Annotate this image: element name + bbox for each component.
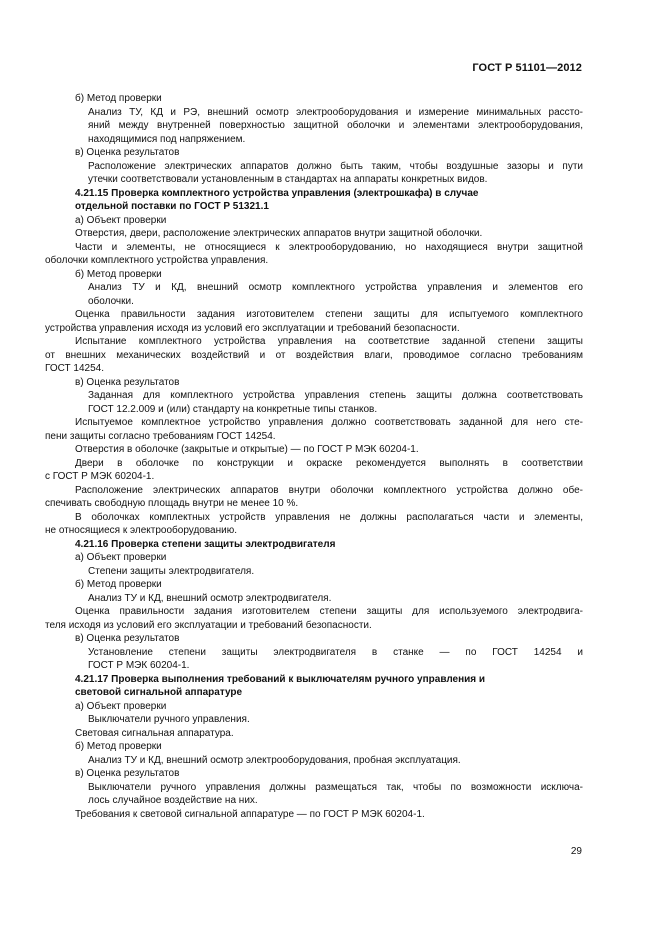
body-text-line: а) Объект проверки <box>75 214 167 226</box>
body-text-line: б) Метод проверки <box>75 268 162 280</box>
body-text-line: теля исходя из условий его эксплуатации и требований безопасности. <box>45 619 372 631</box>
body-text-line: Анализ ТУ и КД, внешний осмотр комплектного устройства управления и элементов его <box>88 282 583 293</box>
body-text-line: Анализ ТУ и КД, внешний осмотр электродвигателя. <box>88 592 332 604</box>
body-text-line: ГОСТ Р МЭК 60204-1. <box>88 660 190 671</box>
body-text-line: Оценка правильности задания изготовителем степени защиты для используемого электродвига- <box>75 606 583 617</box>
body-text-line: оболочки. <box>88 295 134 307</box>
body-text-line: яний между внутренней поверхностью защитной оболочки и элементами электрооборудования, <box>88 120 583 131</box>
body-text-line: в) Оценка результатов <box>75 633 180 644</box>
section-heading-line: отдельной поставки по ГОСТ Р 51321.1 <box>75 201 269 212</box>
body-text-line: б) Метод проверки <box>75 741 162 752</box>
document-header: ГОСТ Р 51101—2012 <box>472 62 582 74</box>
body-text-line: Степени защиты электродвигателя. <box>88 565 255 577</box>
body-text-line: б) Метод проверки <box>75 93 162 104</box>
body-text-line: с ГОСТ Р МЭК 60204-1. <box>45 471 155 482</box>
body-text-line: Выключатели ручного управления должны размещаться так, чтобы по возможности исключа- <box>88 781 583 793</box>
body-text-line: в) Оценка результатов <box>75 376 180 388</box>
page-number: 29 <box>570 846 582 857</box>
body-text-line: не относящиеся к электрооборудованию. <box>45 525 237 536</box>
body-text-line: Части и элементы, не относящиеся к электрооборудованию, но находящиеся внутри защитной <box>75 241 583 253</box>
body-text-line: Световая сигнальная аппаратура. <box>75 727 234 739</box>
body-text-line: Заданная для комплектного устройства управления степень защиты должна соответствовать <box>88 390 583 401</box>
body-text-line: находящимися под напряжением. <box>88 133 246 145</box>
body-text-line: б) Метод проверки <box>75 579 162 590</box>
section-heading-line: 4.21.17 Проверка выполнения требований к выключателям ручного управления и <box>75 673 486 685</box>
body-text-line: Двери в оболочке по конструкции и окраске рекомендуется выполнять в соответствии <box>75 457 583 469</box>
body-text-line: Требования к световой сигнальной аппаратуре — по ГОСТ Р МЭК 60204-1. <box>75 808 425 820</box>
body-text-line: Расположение электрических аппаратов должно быть таким, чтобы воздушные зазоры и пути <box>88 160 583 172</box>
body-text-line: Расположение электрических аппаратов внутри оболочки комплектного устройства должно обе- <box>75 484 583 496</box>
body-text-line: а) Объект проверки <box>75 700 167 712</box>
section-heading-line: световой сигнальной аппаратуре <box>75 687 243 698</box>
body-text-line: Установление степени защиты электродвигателя в станке — по ГОСТ 14254 и <box>88 646 583 658</box>
body-text-line: лось случайное воздействие на них. <box>88 795 258 806</box>
document-body <box>45 92 583 821</box>
body-text-line: Выключатели ручного управления. <box>88 714 250 725</box>
body-text-line: ГОСТ 14254. <box>45 363 104 374</box>
section-heading-line: 4.21.15 Проверка комплектного устройства управления (электрошкафа) в случае <box>75 187 479 199</box>
body-text-line: оболочки комплектного устройства управления. <box>45 255 269 266</box>
body-text-line: Анализ ТУ и КД, внешний осмотр электрооборудования, пробная эксплуатация. <box>88 754 461 766</box>
section-heading-line: 4.21.16 Проверка степени защиты электродвигателя <box>75 538 336 550</box>
body-text-line: в) Оценка результатов <box>75 768 180 779</box>
body-text-line: Отверстия в оболочке (закрытые и открытые) — по ГОСТ Р МЭК 60204-1. <box>75 444 419 455</box>
body-text-line: ГОСТ 12.2.009 и (или) стандарту на конкретные типы станков. <box>88 403 378 415</box>
body-text-line: Отверстия, двери, расположение электрических аппаратов внутри защитной оболочки. <box>75 228 483 239</box>
body-text-line: устройства управления исходя из условий его эксплуатации и требований безопасности. <box>45 322 460 334</box>
body-text-line: в) Оценка результатов <box>75 147 180 158</box>
body-text-line: а) Объект проверки <box>75 552 167 563</box>
body-text-line: Анализ ТУ, КД и РЭ, внешний осмотр электрооборудования и измерение минимальных рассто- <box>88 106 583 118</box>
body-text-line: Оценка правильности задания изготовителем степени защиты для испытуемого комплектного <box>75 309 583 320</box>
body-text-line: Испытание комплектного устройства управления на соответствие заданной степени защиты <box>75 336 583 347</box>
body-text-line: Испытуемое комплектное устройство управления должно соответствовать заданной для него сте- <box>75 417 583 428</box>
body-text-line: утечки соответствовали установленным в стандартах на аппараты конкретных видов. <box>88 174 488 185</box>
body-text-line: пени защиты согласно требованиям ГОСТ 14254. <box>45 430 276 442</box>
body-text-line: спечивать свободную площадь внутри не менее 10 %. <box>45 498 299 509</box>
body-text-line: В оболочках комплектных устройств управления не должны располагаться части и элементы, <box>75 511 583 523</box>
body-text-line: от внешних механических воздействий и от воздействия влаги, проводимое согласно требованиям <box>45 349 583 361</box>
